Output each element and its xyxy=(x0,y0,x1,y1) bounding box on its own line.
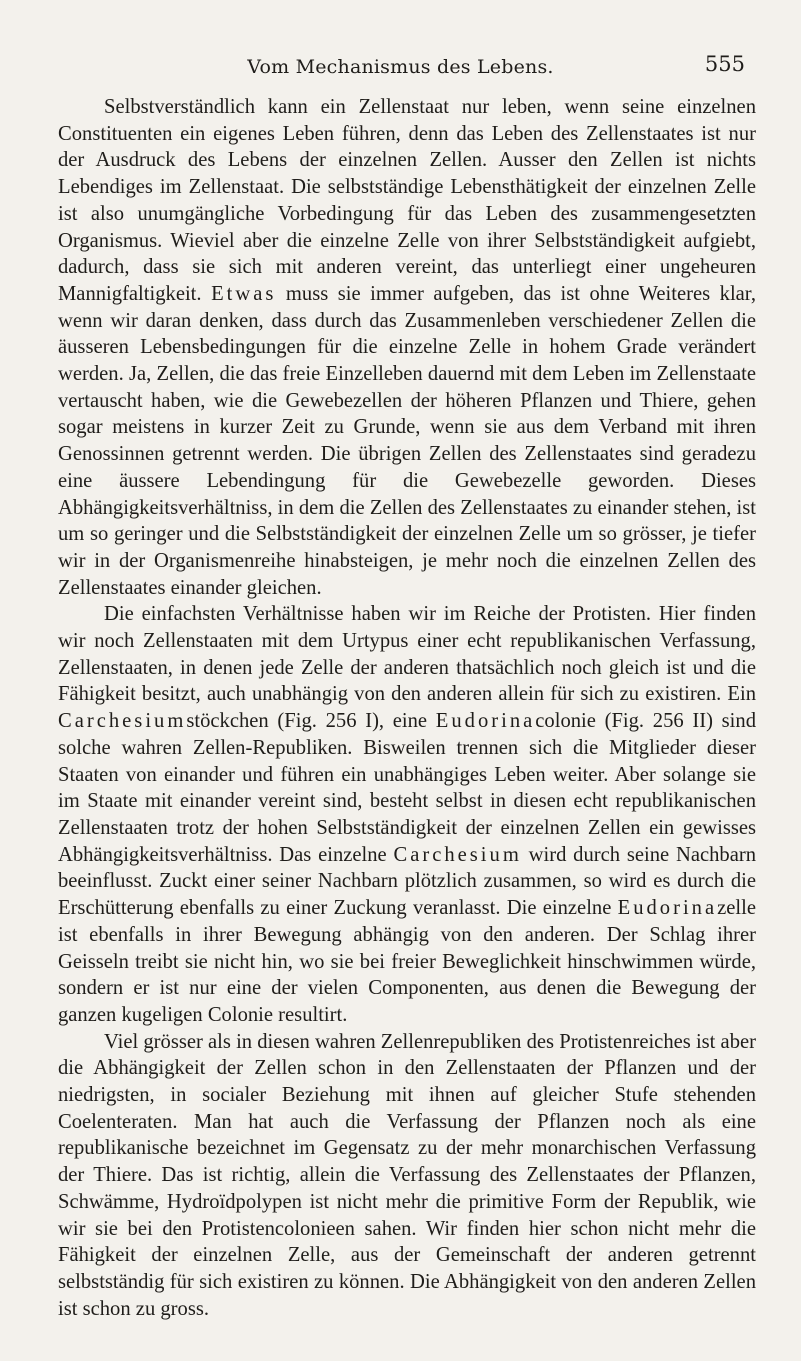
spaced-emphasis: Carchesium xyxy=(58,710,187,733)
text-run: zelle ist ebenfalls in ihrer Bewegung abhängig von den anderen. Der Schlag ihrer Geisseln treibt sie nicht hin, wo sie bei freier Beweglichkeit hinschwimmen würde, sondern er ist nur eine der vielen Componenten, aus denen die Bewegung der ganzen kugeligen Colonie resultirt. xyxy=(58,897,756,1026)
spaced-emphasis: Carchesium xyxy=(393,843,522,866)
text-run: muss sie immer aufgeben, das ist ohne Weiteres klar, wenn wir daran denken, dass durch das Zusammenleben verschiedener Zellen die äusseren Lebensbedingungen für die einzelne Zelle in hohem Grade verändert werden. Ja, Zellen, die das freie Einzelleben dauernd mit dem Leben im Zellenstaate vertauscht haben, wie die Gewebezellen der höheren Pflanzen und Thiere, gehen sogar meistens in kurzer Zeit zu Grunde, wenn sie aus dem Verband mit ihren Genossinnen getrennt werden. Die übrigen Zellen des Zellenstaates sind geradezu eine äussere Lebendingung für die Gewebezelle geworden. Dieses Abhängigkeitsverhältniss, in dem die Zellen des Zellenstaates zu einander stehen, ist um so geringer und die Selbstständigkeit der einzelnen Zelle um so grösser, je tiefer wir in der Organismenreihe hinabsteigen, je mehr noch die einzelnen Zellen des Zellenstaates einander gleichen. xyxy=(58,282,756,599)
text-run: Die einfachsten Verhältnisse haben wir im Reiche der Protisten. Hier finden wir noch Zellenstaaten mit dem Urtypus einer echt republikanischen Verfassung, Zellenstaaten, in denen jede Zelle der anderen thatsächlich noch gleich ist und die Fähigkeit besitzt, auch unabhängig von den anderen allein für sich zu existiren. Ein xyxy=(58,603,756,706)
text-run: Viel grösser als in diesen wahren Zellenrepubliken des Protistenreiches ist aber die Abhängigkeit der Zellen schon in den Zellenstaaten der Pflanzen und der niedrigsten, in socialer Beziehung mit ihnen auf gleicher Stufe stehenden Coelenteraten. Man hat auch die Verfassung der Pflanzen noch als eine republikanische bezeichnet im Gegensatz zu der mehr monarchischen Verfassung der Thiere. Das ist richtig, allein die Verfassung des Zellenstaates der Pflanzen, Schwämme, Hydroïdpolypen ist nicht mehr die primitive Form der Republik, wie wir sie bei den Protistencolonieen sahen. Wir finden hier schon nicht mehr die Fähigkeit der einzelnen Zelle, aus der Gemeinschaft der anderen getrennt selbstständig für sich existiren zu können. Die Abhängigkeit von den anderen Zellen ist schon zu gross. xyxy=(58,1030,756,1320)
page-number: 555 xyxy=(704,52,745,76)
paragraph xyxy=(58,1029,756,1323)
paragraph xyxy=(58,94,756,601)
spaced-emphasis: Etwas xyxy=(211,282,277,305)
text-run: Selbstverständlich kann ein Zellenstaat nur leben, wenn seine einzelnen Constituenten ein eigenes Leben führen, denn das Leben des Zellenstaates ist nur der Ausdruck des Lebens der einzelnen Zellen. Ausser den Zellen ist nichts Lebendiges im Zellenstaat. Die selbstständige Lebensthätigkeit der einzelnen Zelle ist also unumgängliche Vorbedingung für das Leben des zusammengesetzten Organismus. Wieviel aber die einzelne Zelle von ihrer Selbstständigkeit aufgiebt, dadurch, dass sie sich mit anderen vereint, das unterliegt einer ungeheuren Mannigfaltigkeit. xyxy=(58,96,756,305)
running-head xyxy=(0,52,801,80)
spaced-emphasis: Eudorina xyxy=(617,897,718,920)
text-run: wird durch seine Nachbarn beeinflusst. Zuckt einer seiner Nachbarn plötzlich zusammen, so wird es durch die Erschütterung ebenfalls zu einer Zuckung veranlasst. Die einzelne xyxy=(58,843,757,920)
body-text xyxy=(58,94,756,1322)
running-title: Vom Mechanismus des Lebens. xyxy=(247,56,554,78)
paragraph xyxy=(58,601,756,1028)
text-run: stöckchen (Fig. 256 I), eine xyxy=(186,710,436,733)
spaced-emphasis: Eudorina xyxy=(435,710,536,733)
text-run: colonie (Fig. 256 II) sind solche wahren Zellen-Republiken. Bisweilen trennen sich die Mitglieder dieser Staaten von einander und führen ein unabhängiges Leben weiter. Aber solange sie im Staate mit einander vereint sind, besteht selbst in diesen echt republikanischen Zellenstaaten trotz der hohen Selbstständigkeit der einzelnen Zellen ein gewisses Abhängigkeitsverhältniss. Das einzelne xyxy=(58,710,756,866)
